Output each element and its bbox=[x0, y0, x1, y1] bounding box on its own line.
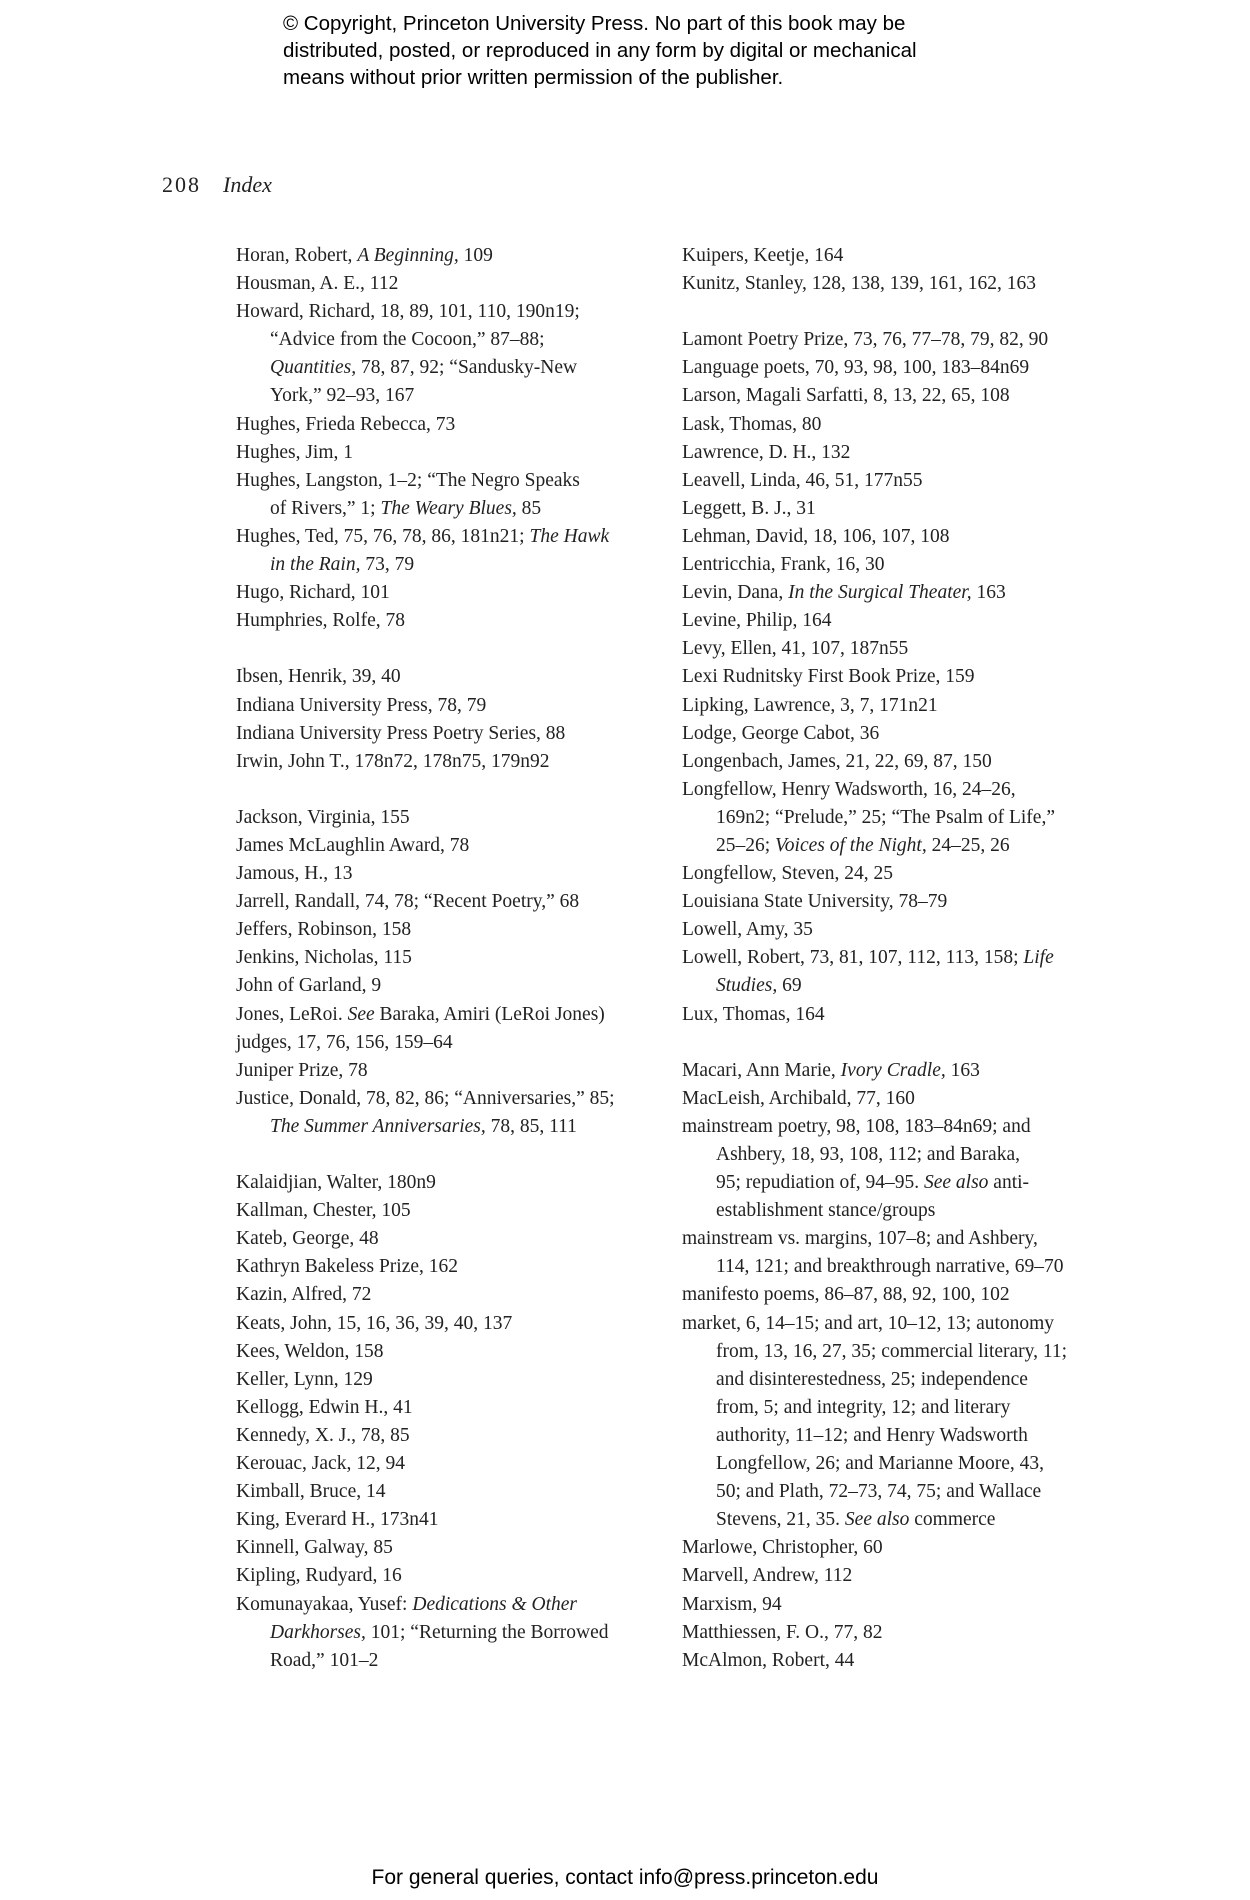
index-entry-italic: Dedications & Other bbox=[412, 1593, 578, 1615]
index-entry bbox=[236, 832, 656, 860]
index-entry-text: manifesto poems, 86–87, 88, 92, 100, 102 bbox=[682, 1284, 1010, 1306]
index-entry-text: Road,” 101–2 bbox=[270, 1649, 379, 1671]
index-entry bbox=[236, 1253, 656, 1281]
index-entry-text: Matthiessen, F. O., 77, 82 bbox=[682, 1621, 883, 1643]
index-entry-text: Larson, Magali Sarfatti, 8, 13, 22, 65, 108 bbox=[682, 385, 1010, 407]
index-entry-text: Jackson, Virginia, 155 bbox=[236, 806, 410, 828]
index-entry bbox=[682, 663, 1152, 691]
index-entry-italic: Life bbox=[1023, 947, 1054, 969]
index-entry-text: Hughes, Frieda Rebecca, 73 bbox=[236, 413, 456, 435]
index-entry bbox=[236, 1001, 656, 1029]
index-entry-text: Jarrell, Randall, 74, 78; “Recent Poetry,” 68 bbox=[236, 891, 580, 913]
index-entry-text: Justice, Donald, 78, 82, 86; “Anniversaries,” 85; bbox=[236, 1087, 615, 1109]
index-entry-text: 109 bbox=[458, 245, 493, 266]
index-entry bbox=[682, 439, 1152, 467]
index-entry-italic: The Weary Blues, bbox=[380, 497, 517, 519]
index-entry-text: Lux, Thomas, 164 bbox=[682, 1003, 825, 1025]
index-entry-text: Kimball, Bruce, 14 bbox=[236, 1481, 386, 1503]
index-entry bbox=[682, 242, 1152, 270]
index-entry-text: 114, 121; and breakthrough narrative, 69–70 bbox=[716, 1256, 1064, 1278]
index-entry-text: Indiana University Press, 78, 79 bbox=[236, 694, 487, 716]
index-entry-text: Leggett, B. J., 31 bbox=[682, 497, 816, 519]
index-entry-text: John of Garland, 9 bbox=[236, 975, 382, 997]
index-entry bbox=[682, 776, 1152, 804]
index-entry-text: Komunayakaa, Yusef: bbox=[236, 1593, 413, 1615]
index-entry-text: Jones, LeRoi. bbox=[236, 1003, 348, 1025]
index-entry-text: from, 13, 16, 27, 35; commercial literary, 11; bbox=[716, 1340, 1068, 1362]
index-entry-text: Louisiana State University, 78–79 bbox=[682, 891, 948, 913]
index-entry bbox=[236, 1338, 656, 1366]
index-entry-italic: Ivory Cradle, bbox=[840, 1059, 946, 1081]
index-entry bbox=[236, 1478, 656, 1506]
index-entry-text: Hughes, Langston, 1–2; “The Negro Speaks bbox=[236, 469, 580, 491]
index-entry bbox=[682, 326, 1152, 354]
index-entry-continuation bbox=[682, 1366, 1152, 1394]
index-entry bbox=[236, 1197, 656, 1225]
index-entry-italic: in the Rain, bbox=[270, 554, 361, 576]
index-entry bbox=[682, 551, 1152, 579]
index-entry-text: commerce bbox=[909, 1509, 996, 1531]
index-entry-continuation bbox=[682, 1253, 1152, 1281]
index-entry-continuation bbox=[236, 495, 656, 523]
index-entry bbox=[236, 860, 656, 888]
index-entry-text: Kerouac, Jack, 12, 94 bbox=[236, 1453, 405, 1475]
index-entry bbox=[682, 1310, 1152, 1338]
index-entry-continuation bbox=[236, 326, 656, 354]
index-entry-text: of Rivers,” 1; bbox=[270, 497, 381, 519]
index-entry bbox=[236, 1422, 656, 1450]
index-entry-text: Kees, Weldon, 158 bbox=[236, 1340, 384, 1362]
index-entry-text: Lamont Poetry Prize, 73, 76, 77–78, 79, 82, 90 bbox=[682, 329, 1049, 351]
index-entry bbox=[682, 495, 1152, 523]
index-entry bbox=[682, 1562, 1152, 1590]
index-entry-text: Kuipers, Keetje, 164 bbox=[682, 245, 844, 266]
index-entry bbox=[682, 1225, 1152, 1253]
index-entry bbox=[236, 1169, 656, 1197]
index-column-left bbox=[236, 242, 656, 1675]
index-entry-italic: See bbox=[347, 1003, 375, 1025]
index-entry bbox=[236, 579, 656, 607]
index-entry-text: Howard, Richard, 18, 89, 101, 110, 190n19; bbox=[236, 301, 580, 323]
index-entry-continuation bbox=[682, 1338, 1152, 1366]
index-entry bbox=[682, 382, 1152, 410]
index-entry-italic: Studies, bbox=[716, 975, 778, 997]
index-entry bbox=[236, 1450, 656, 1478]
index-entry bbox=[682, 1057, 1152, 1085]
index-entry-text: Ibsen, Henrik, 39, 40 bbox=[236, 666, 401, 688]
index-entry-text: Kipling, Rudyard, 16 bbox=[236, 1565, 402, 1587]
index-entry-text: anti- bbox=[988, 1172, 1030, 1194]
index-entry-text: Indiana University Press Poetry Series, 88 bbox=[236, 722, 566, 744]
index-entry-text: Keller, Lynn, 129 bbox=[236, 1368, 373, 1390]
index-entry-text: Longfellow, Henry Wadsworth, 16, 24–26, bbox=[682, 778, 1016, 800]
index-entry bbox=[236, 972, 656, 1000]
index-entry-text: mainstream poetry, 98, 108, 183–84n69; and bbox=[682, 1115, 1031, 1137]
index-entry bbox=[236, 242, 656, 270]
index-entry-text: Lowell, Amy, 35 bbox=[682, 919, 813, 941]
index-entry-text: Baraka, Amiri (LeRoi Jones) bbox=[374, 1003, 605, 1025]
index-entry bbox=[236, 1029, 656, 1057]
letter-group-gap bbox=[236, 635, 656, 663]
index-entry bbox=[682, 1001, 1152, 1029]
index-entry-text: 78, 87, 92; “Sandusky-New bbox=[356, 357, 578, 379]
index-entry-text: mainstream vs. margins, 107–8; and Ashbery, bbox=[682, 1228, 1038, 1250]
index-entry-text: 69 bbox=[777, 975, 802, 997]
index-entry bbox=[682, 1281, 1152, 1309]
index-entry-continuation bbox=[236, 1619, 656, 1647]
running-head bbox=[162, 172, 272, 198]
index-entry bbox=[682, 1647, 1152, 1675]
index-entry bbox=[236, 1085, 656, 1113]
index-entry-text: Levine, Philip, 164 bbox=[682, 610, 832, 632]
index-entry bbox=[682, 635, 1152, 663]
index-entry-text: and disinterestedness, 25; independence bbox=[716, 1368, 1028, 1390]
index-entry bbox=[682, 411, 1152, 439]
index-entry-italic: The Hawk bbox=[529, 525, 610, 547]
index-entry-continuation bbox=[682, 804, 1152, 832]
index-entry bbox=[236, 523, 656, 551]
index-entry-text: Kennedy, X. J., 78, 85 bbox=[236, 1424, 410, 1446]
index-entry-text: Kateb, George, 48 bbox=[236, 1228, 379, 1250]
index-entry-text: McAlmon, Robert, 44 bbox=[682, 1649, 855, 1671]
index-entry-text: 85 bbox=[516, 497, 542, 519]
index-entry-text: Levy, Ellen, 41, 107, 187n55 bbox=[682, 638, 909, 660]
index-entry bbox=[682, 692, 1152, 720]
index-entry-text: “Advice from the Cocoon,” 87–88; bbox=[270, 329, 545, 351]
index-entry-text: Longfellow, Steven, 24, 25 bbox=[682, 863, 894, 885]
index-entry bbox=[236, 1394, 656, 1422]
index-entry-italic: A Beginning, bbox=[357, 245, 459, 266]
index-entry-text: Kathryn Bakeless Prize, 162 bbox=[236, 1256, 459, 1278]
index-entry-text: Language poets, 70, 93, 98, 100, 183–84n69 bbox=[682, 357, 1030, 379]
index-entry-text: Levin, Dana, bbox=[682, 582, 789, 604]
index-entry-text: Hughes, Ted, 75, 76, 78, 86, 181n21; bbox=[236, 525, 530, 547]
index-entry-text: Stevens, 21, 35. bbox=[716, 1509, 845, 1531]
index-entry-text: 163 bbox=[945, 1059, 980, 1081]
copyright-notice bbox=[283, 10, 1043, 91]
index-entry-text: Marlowe, Christopher, 60 bbox=[682, 1537, 883, 1559]
index-entry-text: Irwin, John T., 178n72, 178n75, 179n92 bbox=[236, 750, 550, 772]
index-entry-italic: The Summer Anniversaries, bbox=[270, 1115, 486, 1137]
index-entry-text: Ashbery, 18, 93, 108, 112; and Baraka, bbox=[716, 1144, 1020, 1165]
index-entry-text: Marxism, 94 bbox=[682, 1593, 782, 1615]
index-entry bbox=[682, 748, 1152, 776]
index-entry bbox=[236, 663, 656, 691]
index-entry-text: Keats, John, 15, 16, 36, 39, 40, 137 bbox=[236, 1312, 513, 1334]
letter-group-gap bbox=[236, 776, 656, 804]
index-entry-text: 50; and Plath, 72–73, 74, 75; and Wallace bbox=[716, 1481, 1042, 1503]
index-entry bbox=[682, 860, 1152, 888]
index-entry-text: 24–25, 26 bbox=[926, 834, 1010, 856]
index-column-right bbox=[682, 242, 1152, 1675]
index-entry-text: James McLaughlin Award, 78 bbox=[236, 834, 470, 856]
index-entry-text: 169n2; “Prelude,” 25; “The Psalm of Life,” bbox=[716, 806, 1055, 828]
index-entry-text: Leavell, Linda, 46, 51, 177n55 bbox=[682, 469, 923, 491]
index-entry-italic: Voices of the Night, bbox=[775, 834, 927, 856]
index-entry-text: Macari, Ann Marie, bbox=[682, 1059, 841, 1081]
index-entry-text: Hugo, Richard, 101 bbox=[236, 582, 390, 604]
index-entry-italic: See also bbox=[844, 1509, 910, 1531]
index-entry-text: 101; “Returning the Borrowed bbox=[365, 1621, 609, 1643]
index-entry bbox=[682, 1534, 1152, 1562]
index-entry-continuation bbox=[682, 1422, 1152, 1450]
index-entry bbox=[682, 1113, 1152, 1141]
index-entry bbox=[236, 804, 656, 832]
index-entry bbox=[682, 354, 1152, 382]
index-entry-text: Lawrence, D. H., 132 bbox=[682, 441, 851, 463]
index-entry bbox=[236, 1591, 656, 1619]
index-entry bbox=[682, 270, 1152, 298]
index-entry bbox=[236, 720, 656, 748]
index-entry-text: Marvell, Andrew, 112 bbox=[682, 1565, 853, 1587]
index-entry-text: Housman, A. E., 112 bbox=[236, 273, 399, 295]
index-entry-text: Kazin, Alfred, 72 bbox=[236, 1284, 372, 1306]
index-entry-text: 25–26; bbox=[716, 834, 776, 856]
index-entry-text: 73, 79 bbox=[360, 554, 415, 576]
index-entry bbox=[236, 1366, 656, 1394]
section-title: Index bbox=[223, 172, 272, 197]
index-entry-continuation bbox=[236, 382, 656, 410]
index-entry-text: Hughes, Jim, 1 bbox=[236, 441, 353, 463]
index-entry-text: from, 5; and integrity, 12; and literary bbox=[716, 1396, 1011, 1418]
index-entry-text: Kellogg, Edwin H., 41 bbox=[236, 1396, 413, 1418]
index-entry-continuation bbox=[682, 1169, 1152, 1197]
index-entry-continuation bbox=[236, 551, 656, 579]
index-entry-italic: Quantities, bbox=[270, 357, 357, 379]
index-entry-text: Lask, Thomas, 80 bbox=[682, 413, 822, 435]
index-entry bbox=[682, 888, 1152, 916]
index-entry-text: authority, 11–12; and Henry Wadsworth bbox=[716, 1424, 1028, 1446]
index-entry bbox=[682, 720, 1152, 748]
index-entry bbox=[682, 467, 1152, 495]
index-entry-text: Humphries, Rolfe, 78 bbox=[236, 610, 405, 632]
letter-group-gap bbox=[682, 298, 1152, 326]
index-entry-text: MacLeish, Archibald, 77, 160 bbox=[682, 1087, 915, 1109]
index-entry-text: establishment stance/groups bbox=[716, 1200, 936, 1222]
index-entry-continuation bbox=[682, 832, 1152, 860]
index-entry-text: Lodge, George Cabot, 36 bbox=[682, 722, 880, 744]
index-entry bbox=[236, 888, 656, 916]
index-entry-italic: See also bbox=[923, 1172, 989, 1194]
index-entry-text: Longfellow, 26; and Marianne Moore, 43, bbox=[716, 1453, 1044, 1475]
index-entry-text: 95; repudiation of, 94–95. bbox=[716, 1172, 924, 1194]
index-entry-text: King, Everard H., 173n41 bbox=[236, 1509, 439, 1531]
index-entry bbox=[236, 944, 656, 972]
index-entry bbox=[682, 607, 1152, 635]
index-entry bbox=[236, 1506, 656, 1534]
index-entry bbox=[682, 1591, 1152, 1619]
index-entry bbox=[236, 1534, 656, 1562]
index-entry-continuation bbox=[682, 1506, 1152, 1534]
index-entry-text: Kalaidjian, Walter, 180n9 bbox=[236, 1172, 436, 1194]
index-entry bbox=[236, 270, 656, 298]
index-entry bbox=[236, 916, 656, 944]
index-entry-continuation bbox=[682, 1197, 1152, 1225]
index-entry-continuation bbox=[236, 1113, 656, 1141]
copyright-line: means without prior written permission of the publisher. bbox=[283, 66, 784, 89]
index-entry-continuation bbox=[236, 354, 656, 382]
index-entry-text: Jeffers, Robinson, 158 bbox=[236, 919, 412, 941]
index-entry bbox=[682, 579, 1152, 607]
index-entry bbox=[682, 944, 1152, 972]
index-entry-text: market, 6, 14–15; and art, 10–12, 13; autonomy bbox=[682, 1312, 1055, 1334]
index-entry bbox=[236, 1057, 656, 1085]
index-entry-text: York,” 92–93, 167 bbox=[270, 385, 415, 407]
index-entry-text: Jenkins, Nicholas, 115 bbox=[236, 947, 412, 969]
index-entry-text: Lentricchia, Frank, 16, 30 bbox=[682, 554, 885, 576]
index-entry bbox=[236, 467, 656, 495]
index-entry-text: Juniper Prize, 78 bbox=[236, 1059, 368, 1081]
index-entry-text: Longenbach, James, 21, 22, 69, 87, 150 bbox=[682, 750, 992, 772]
index-entry-text: 163 bbox=[971, 582, 1006, 604]
index-entry-text: Lipking, Lawrence, 3, 7, 171n21 bbox=[682, 694, 938, 716]
footer-contact: For general queries, contact info@press.princeton.edu bbox=[371, 1866, 879, 1889]
index-entry bbox=[236, 411, 656, 439]
index-entry bbox=[236, 748, 656, 776]
index-entry bbox=[682, 523, 1152, 551]
index-entry-text: Lowell, Robert, 73, 81, 107, 112, 113, 158; bbox=[682, 947, 1024, 969]
index-entry bbox=[236, 439, 656, 467]
index-entry bbox=[682, 1619, 1152, 1647]
copyright-line: © Copyright, Princeton University Press. No part of this book may be bbox=[283, 12, 906, 35]
index-entry-italic: Darkhorses, bbox=[270, 1621, 366, 1643]
index-entry-text: judges, 17, 76, 156, 159–64 bbox=[236, 1031, 453, 1053]
index-entry bbox=[236, 1281, 656, 1309]
index-entry bbox=[682, 1085, 1152, 1113]
index-entry-text: Kallman, Chester, 105 bbox=[236, 1200, 411, 1222]
index-entry-text: Kinnell, Galway, 85 bbox=[236, 1537, 393, 1559]
index-entry bbox=[236, 607, 656, 635]
index-entry-text: Lexi Rudnitsky First Book Prize, 159 bbox=[682, 666, 975, 688]
index-entry-continuation bbox=[682, 1478, 1152, 1506]
index-entry bbox=[682, 916, 1152, 944]
index-entry bbox=[236, 1225, 656, 1253]
index-entry-text: Jamous, H., 13 bbox=[236, 863, 353, 885]
index-entry-text: 78, 85, 111 bbox=[485, 1115, 577, 1137]
index-entry bbox=[236, 692, 656, 720]
index-entry-continuation bbox=[682, 1141, 1152, 1169]
index-entry-text: Horan, Robert, bbox=[236, 245, 358, 266]
index-entry-continuation bbox=[682, 972, 1152, 1000]
letter-group-gap bbox=[682, 1029, 1152, 1057]
index-entry-continuation bbox=[682, 1450, 1152, 1478]
letter-group-gap bbox=[236, 1141, 656, 1169]
copyright-line: distributed, posted, or reproduced in any form by digital or mechanical bbox=[283, 39, 917, 62]
index-entry-text: Lehman, David, 18, 106, 107, 108 bbox=[682, 525, 950, 547]
index-entry bbox=[236, 1310, 656, 1338]
index-entry bbox=[236, 298, 656, 326]
index-entry-continuation bbox=[236, 1647, 656, 1675]
index-entry-text: Kunitz, Stanley, 128, 138, 139, 161, 162, 163 bbox=[682, 273, 1037, 295]
page-number: 208 bbox=[162, 172, 201, 197]
index-entry bbox=[236, 1562, 656, 1590]
index-entry-continuation bbox=[682, 1394, 1152, 1422]
index-entry-italic: In the Surgical Theater, bbox=[788, 582, 972, 604]
